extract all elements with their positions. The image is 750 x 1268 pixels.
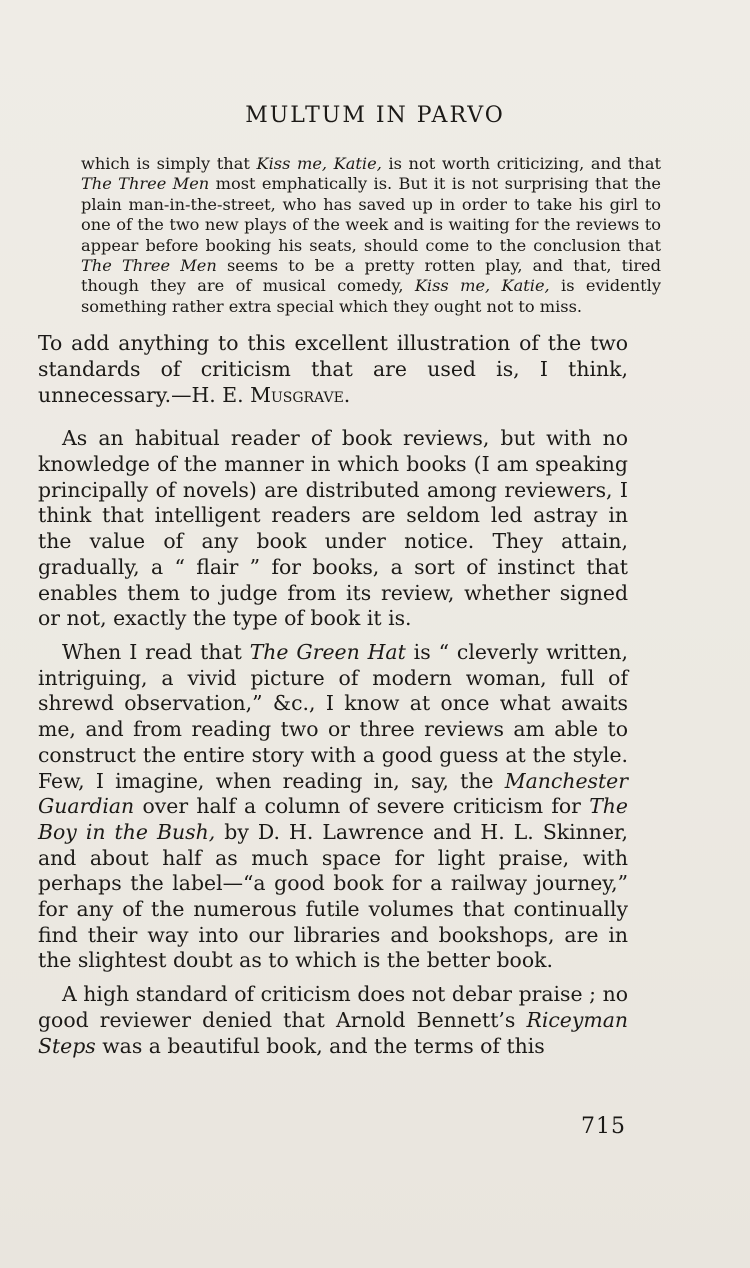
paragraph-text: over half a column of severe criticism for [134,794,590,819]
newspaper-title: Manchester Guardian [38,768,628,819]
quote-text: which is simply that [81,154,257,173]
paragraph-high-standard [38,982,628,1059]
quoted-letter [81,154,661,317]
page-number: 715 [581,1114,626,1139]
running-head: MULTUM IN PARVO [245,103,505,128]
book-title: The Boy in the Bush, [38,794,628,844]
paragraph-text: by D. H. Lawrence and H. L. Skinner, and about half as much space for light praise, with perhaps the label—“a good book for a railway journey,” for any of the numerous futile volumes that continually find their way into our libraries and bookshops, are in the slightest doubt as to which is the better book. [38,819,628,973]
paragraph-text: A high standard of criticism does not debar praise ; no good reviewer denied that Arnold Bennett’s [38,982,628,1032]
paragraph-text: is “ cleverly written, intriguing, a vivid picture of modern woman, full of shrewd observation,” &c., I know at once what awaits me, and from reading two or three reviews am able to construct the entire story with a good guess at the style. Few, I imagine, when reading in, say, the [38,639,628,793]
play-title: The Three Men [81,256,217,276]
author-signature: Musgrave. [250,382,351,407]
quote-text: seems to be a pretty rotten play, and that, tired though they are of musical comedy, [81,256,661,296]
paragraph-reader: As an habitual reader of book reviews, but with no knowledge of the manner in which books (I am speaking principally of novels) are distributed among reviewers, I think that intelligent readers are seldom led astray in the value of any book under notice. They attain, gradually, a “ flair ” for books, a sort of instinct that enables them to judge from its review, whether signed or not, exactly the type of book it is. [38,426,628,631]
book-title: Riceyman Steps [38,1007,628,1058]
play-title: The Three Men [81,174,210,194]
quote-text: is not worth criticizing, and that [381,154,662,173]
paragraph-text: To add anything to this excellent illustration of the two standards of criticism that are used is, I think, unnecessary.—H. E. [38,331,628,407]
play-title: Kiss me, Katie, [414,276,550,296]
quote-text: is evidently something rather extra special which they ought not to miss. [81,276,661,316]
paragraph-green-hat [38,640,628,974]
play-title: Kiss me, Katie, [256,154,382,173]
body-text [38,154,662,1059]
quote-text: most emphatically is. But it is not surprising that the plain man-in-the-street, who has saved up in order to take his girl to one of the two new plays of the week and is waiting for the reviews to appear before booking his seats, should come to the conclusion that [81,174,662,255]
book-title: The Green Hat [249,639,406,664]
paragraph-text: was a beautiful book, and the terms of this [95,1033,545,1058]
paragraph-conclusion [38,331,628,408]
paragraph-text: When I read that [62,639,250,664]
